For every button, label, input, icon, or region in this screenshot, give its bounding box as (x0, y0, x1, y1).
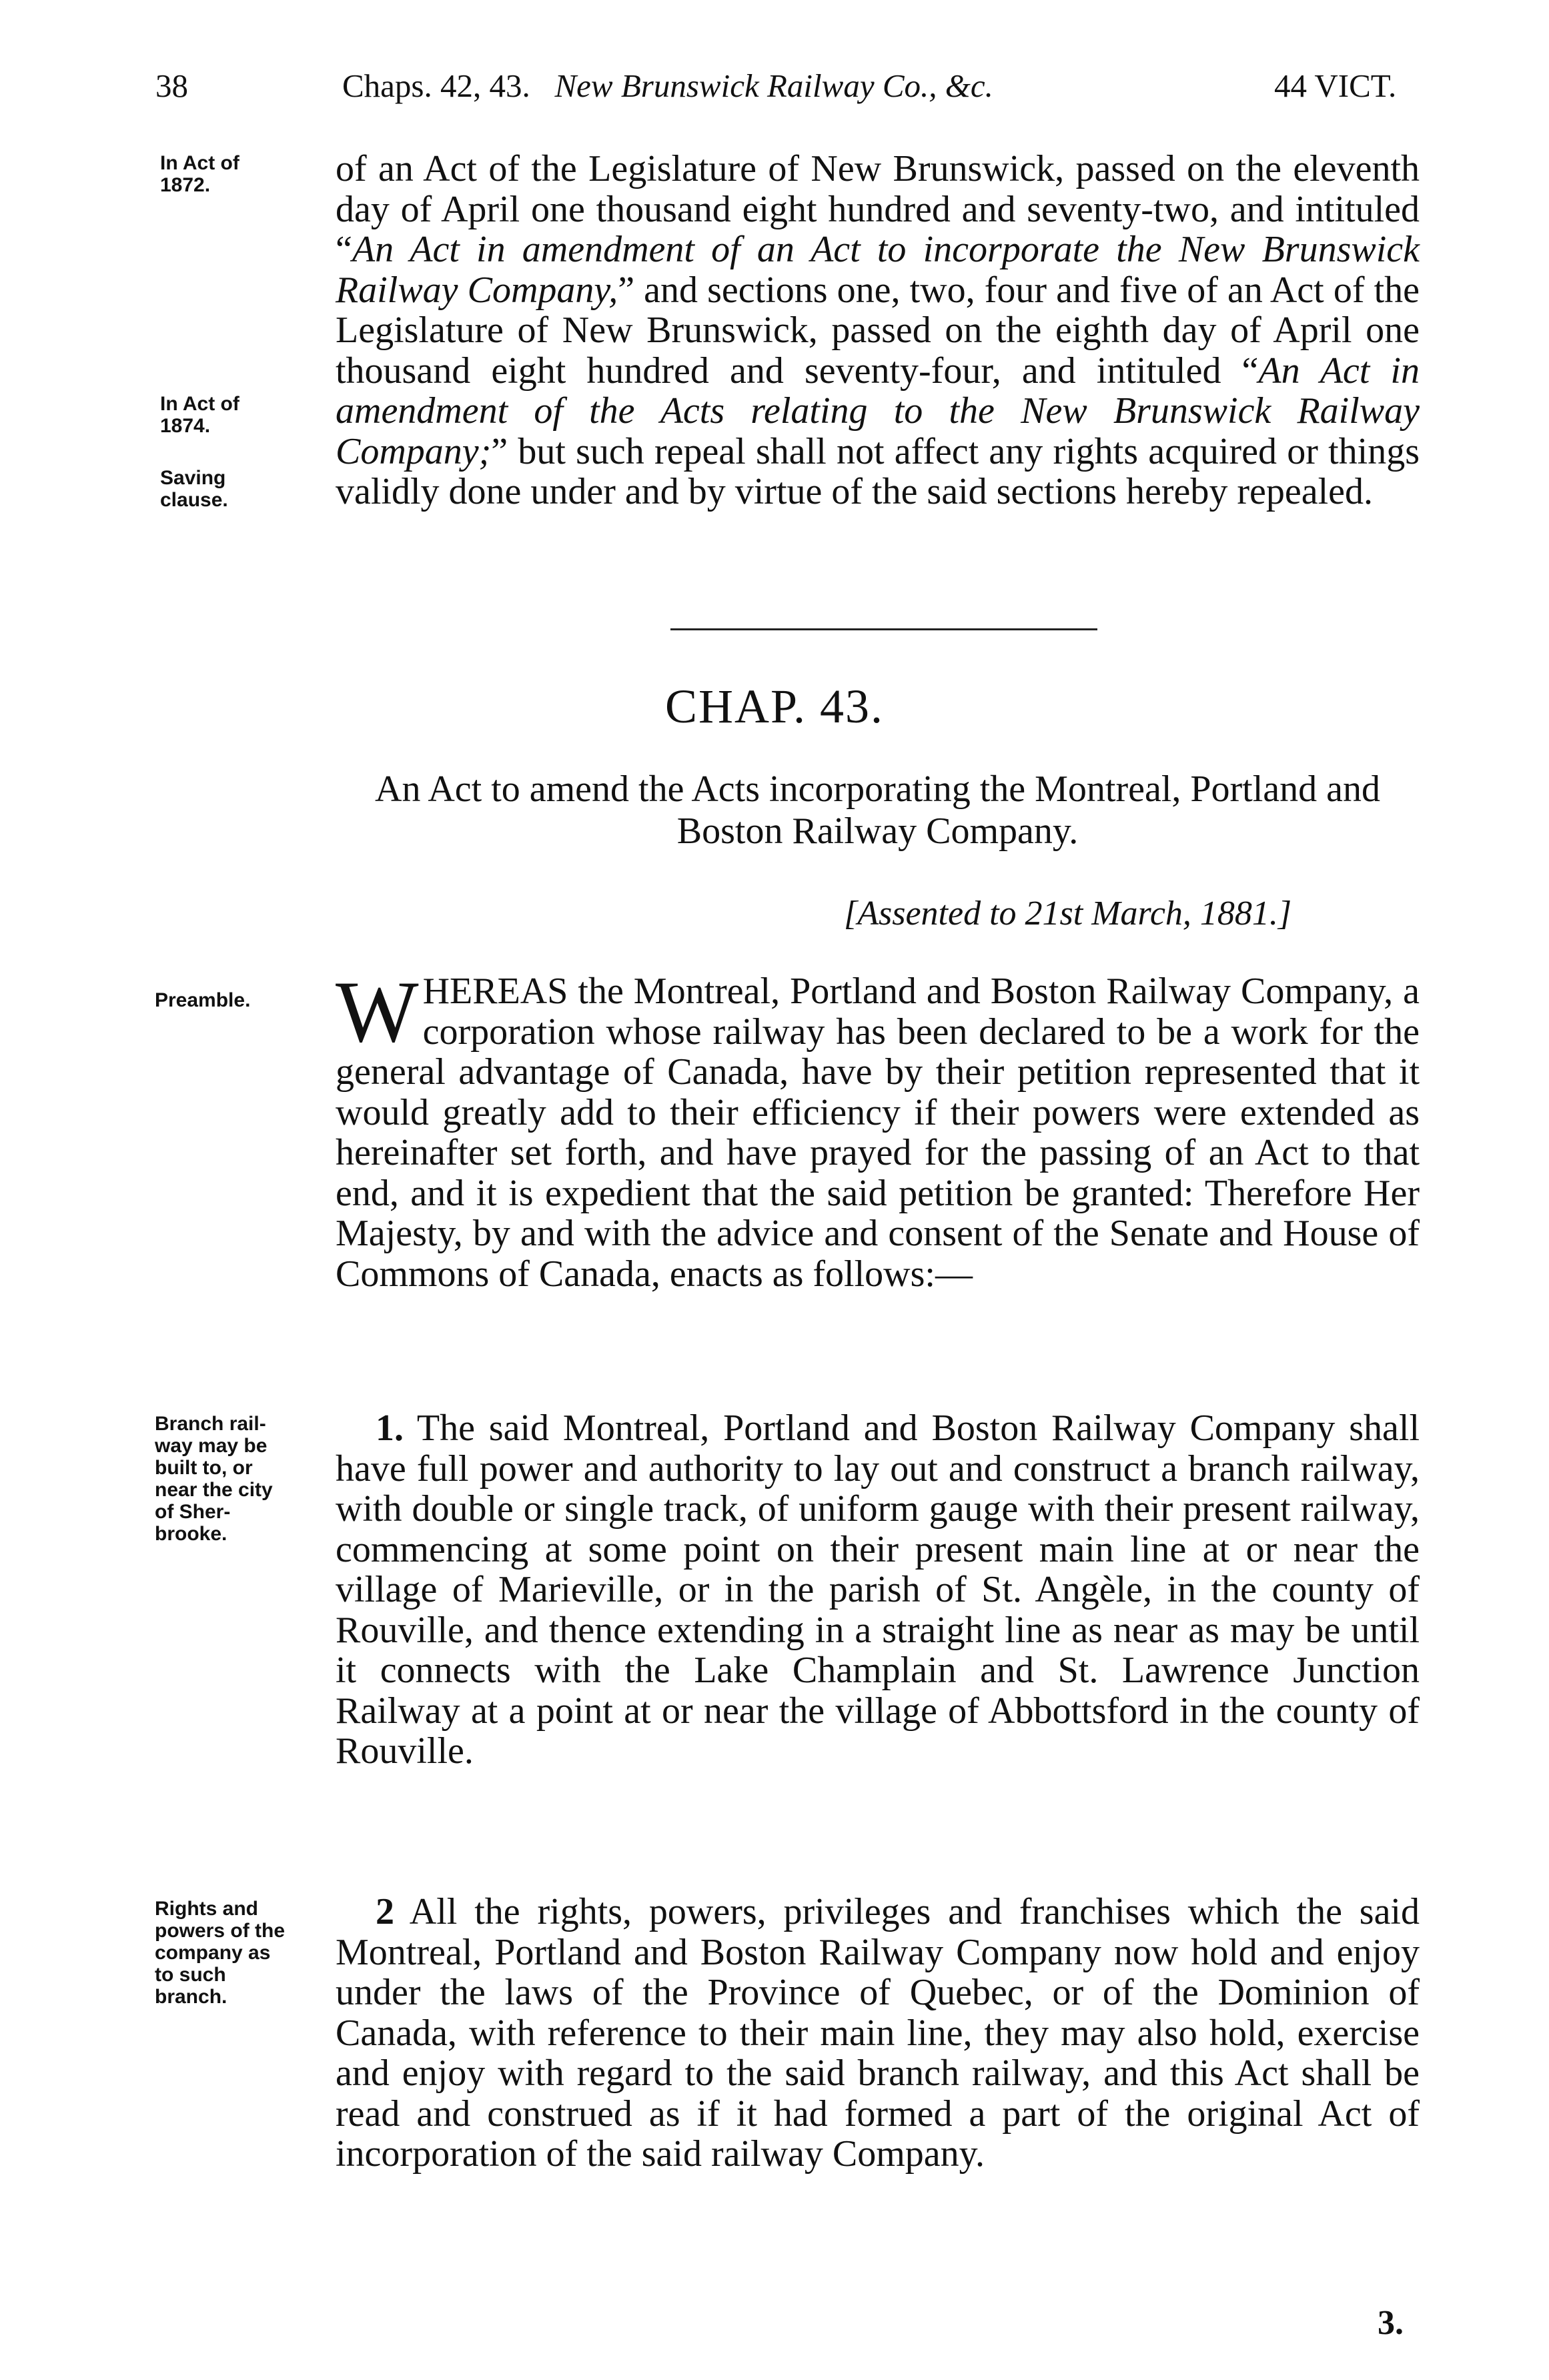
section-2-number: 2 (376, 1891, 394, 1932)
catchword: 3. (1378, 2304, 1404, 2342)
act-title-1874: An Act in amendment of the Acts relating to the New Brunswick Railway Company; (336, 350, 1420, 472)
section-2: 2 All the rights, powers, privileges and franchises which the said Montreal, Portland and Boston Railway Company now hold and enjoy under the laws of the Province of Quebec, or of the Dominion of Canada, with reference to their main line, they may also hold, exercise and enjoy with regard to the said branch railway, and this Act shall be read and construed as if it had formed a part of the original Act of incorporation of the said railway Company. (336, 1891, 1420, 2175)
margin-note-act-1874: In Act of 1874. (160, 393, 239, 437)
margin-note-rights-powers: Rights and powers of the company as to such branch. (155, 1898, 286, 2008)
margin-note-branch-railway: Branch rail- way may be built to, or near the city of Sher- brooke. (155, 1413, 273, 1545)
running-head-title: New Brunswick Railway Co., &c. (554, 67, 993, 104)
page-number: 38 (155, 67, 188, 104)
section-1-number: 1. (376, 1407, 404, 1449)
chapter-heading: CHAP. 43. (664, 680, 885, 733)
drop-cap: W (336, 963, 419, 1061)
preamble-paragraph: WHEREAS the Montreal, Portland and Boston Railway Company, a corporation whose railway has been declared to be a work for the general advantage of Canada, have by their petition represented that it would greatly add to their efficiency if their powers were extended as hereinafter set forth, and have prayed for the passing of an Act to that end, and it is expedient that the said petition be granted: Therefore Her Majesty, by and with the advice and consent of the Senate and House of Commons of Canada, enacts as follows:— (336, 963, 1420, 1295)
section-divider (670, 628, 1097, 630)
section-1: 1. The said Montreal, Portland and Boston Railway Company shall have full power and authority to lay out and construct a branch railway, with double or single track, of uniform gauge with their present railway, commencing at some point on their present main line at or near the village of Marieville, or in the parish of St. Angèle, in the county of Rouville, and thence extending in a straight line as near as may be until it connects with the Lake Champlain and St. Lawrence Junction Railway at a point at or near the village of Abbottsford in the county of Rouville. (336, 1407, 1420, 1772)
assent-date: [Assented to 21st March, 1881.] (844, 895, 1292, 933)
margin-note-saving-clause: Saving clause. (160, 467, 228, 511)
margin-note-preamble: Preamble. (155, 989, 251, 1011)
margin-note-act-1872: In Act of 1872. (160, 152, 239, 196)
repeal-paragraph: of an Act of the Legislature of New Brunswick, passed on the eleventh day of April one thousand eight hundred and seventy-two, and intituled “An Act in amendment of an Act to incorporate the New Brunswick Railway Company,” and sections one, two, four and five of an Act of the Legislature of New Brunswick, passed on the eighth day of April one thousand eight hundred and seventy-four, and intituled “An Act in amendment of the Acts relating to the New Brunswick Railway Company;” but such repeal shall not affect any rights acquired or things validly done under and by virtue of the said sections hereby repealed. (336, 148, 1420, 512)
act-long-title: An Act to amend the Acts incorporating the Montreal, Portland and Boston Railway Company. (375, 768, 1380, 852)
act-title-1872: An Act in amendment of an Act to incorporate the New Brunswick Railway Company, (336, 229, 1420, 311)
running-head-regnal-year: 44 VICT. (1274, 67, 1397, 104)
running-head-chaps: Chaps. 42, 43. (342, 67, 530, 104)
body-column (336, 0, 1420, 2380)
